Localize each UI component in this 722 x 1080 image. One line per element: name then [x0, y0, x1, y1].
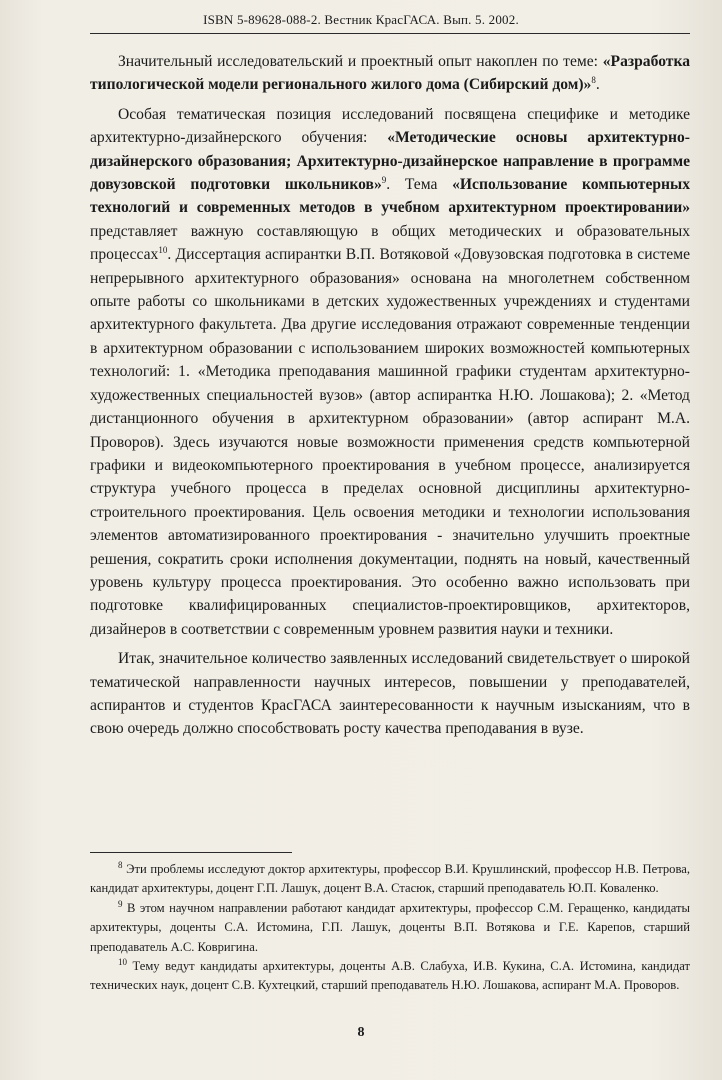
footnote-number: 8 [118, 859, 123, 870]
running-head: ISBN 5-89628-088-2. Вестник КрасГАСА. Вып. 5. 2002. [203, 12, 519, 27]
page-number: 8 [357, 1025, 365, 1040]
footnote-ref-10: 10 [158, 245, 168, 256]
footnote-8 [90, 860, 690, 899]
footnote-number: 9 [118, 898, 123, 909]
paragraph-1 [90, 50, 690, 97]
paragraph-1-bold-title: «Разработка типологической модели регионального жилого дома (Сибирский дом)» [90, 53, 690, 94]
paragraph-2 [90, 103, 690, 641]
paragraph-2-text-b: . Тема [386, 176, 453, 194]
footnote-10 [90, 957, 690, 996]
footnote-rule [90, 852, 292, 853]
paragraph-2-bold-a: «Методические основы архитектурно-дизайнерского образования; Архитектурно-дизайнерское направление в программе довузовской подготовки школьников» [90, 129, 690, 194]
footnote-ref-8: 8 [591, 75, 596, 86]
footnote-number: 10 [118, 956, 127, 967]
footnote-9 [90, 899, 690, 957]
body-text [90, 50, 690, 747]
paragraph-1-end: . [595, 76, 600, 94]
footnote-text: В этом научном направлении работают кандидат архитектуры, профессор С.М. Геращенко, кандидаты архитектуры, доценты С.А. Истомина, Г.П. Лашук, доценты В.П. Вотякова и Г.Е. Карепов, старший преподаватель А.С. Ковригина. [90, 900, 690, 954]
paragraph-1-text: Значительный исследовательский и проектный опыт накоплен по теме: [118, 53, 603, 70]
footnote-ref-9: 9 [381, 174, 387, 185]
footnote-text: Эти проблемы исследуют доктор архитектуры, профессор В.И. Крушлинский, профессор Н.В. Петрова, кандидат архитектуры, доцент Г.П. Лашук, доцент В.А. Стасюк, старший преподаватель Ю.П. Коваленко. [90, 862, 690, 896]
paragraph-3: Итак, значительное количество заявленных исследований свидетельствует о широкой тематической направленности научных интересов, повышении у преподавателей, аспирантов и студентов КрасГАСА заинтересованности к научным изысканиям, что в свою очередь должно способствовать росту качества преподавания в вузе. [90, 650, 690, 738]
paragraph-2-bold-b: «Использование компьютерных технологий и современных методов в учебном архитектурном проектировании» [90, 176, 691, 217]
paragraph-2-text-a: Особая тематическая позиция исследований посвящена специфике и методике архитектурно-дизайнерского обучения: [90, 105, 690, 147]
header-rule [90, 33, 690, 34]
footnote-text: Тему ведут кандидаты архитектуры, доценты А.В. Слабуха, И.В. Кукина, С.А. Истомина, кандидат технических наук, доцент С.В. Кухтецкий, старший преподаватель Н.Ю. Лошакова, аспирант М.А. Проворов. [90, 959, 690, 993]
paragraph-2-text-c: представляет важную составляющую в общих методических и образовательных процессах [90, 222, 690, 264]
paragraph-2-text-d: . Диссертация аспирантки В.П. Вотяковой «Довузовская подготовка в системе непрерывного архитектурного образования» основана на многолетнем собственном опыте работы со школьниками в детских художественных учреждениях и студентами архитектурного факультета. Два другие исследования отражают современные тенденции в архитектурном образовании с использованием широких возможностей компьютерных технологий: 1. «Методика преподавания машинной графики студентам архитектурно-художественных специальностей вузов» (автор аспирантка Н.Ю. Лошакова); 2. «Метод дистанционного обучения в архитектурном образовании» (автор аспирант М.А. Проворов). Здесь изучаются новые возможности применения средств компьютерной графики и видеокомпьютерного проектирования в учебном процессе, анализируется структура учебного процесса в пределах основной дисциплины архитектурно-строительного проектирования. Цель освоения методики и технологии использования элементов автоматизированного проектирования - значительно улучшить проектные решения, сократить сроки исполнения документации, поднять на новый, качественный уровень культуру процесса проектирования. Это особенно важно использовать при подготовке квалифицированных специалистов-проектировщиков, архитекторов, дизайнеров в соответствии с современным уровнем развития науки и техники. [90, 246, 690, 638]
footnotes [90, 860, 690, 996]
